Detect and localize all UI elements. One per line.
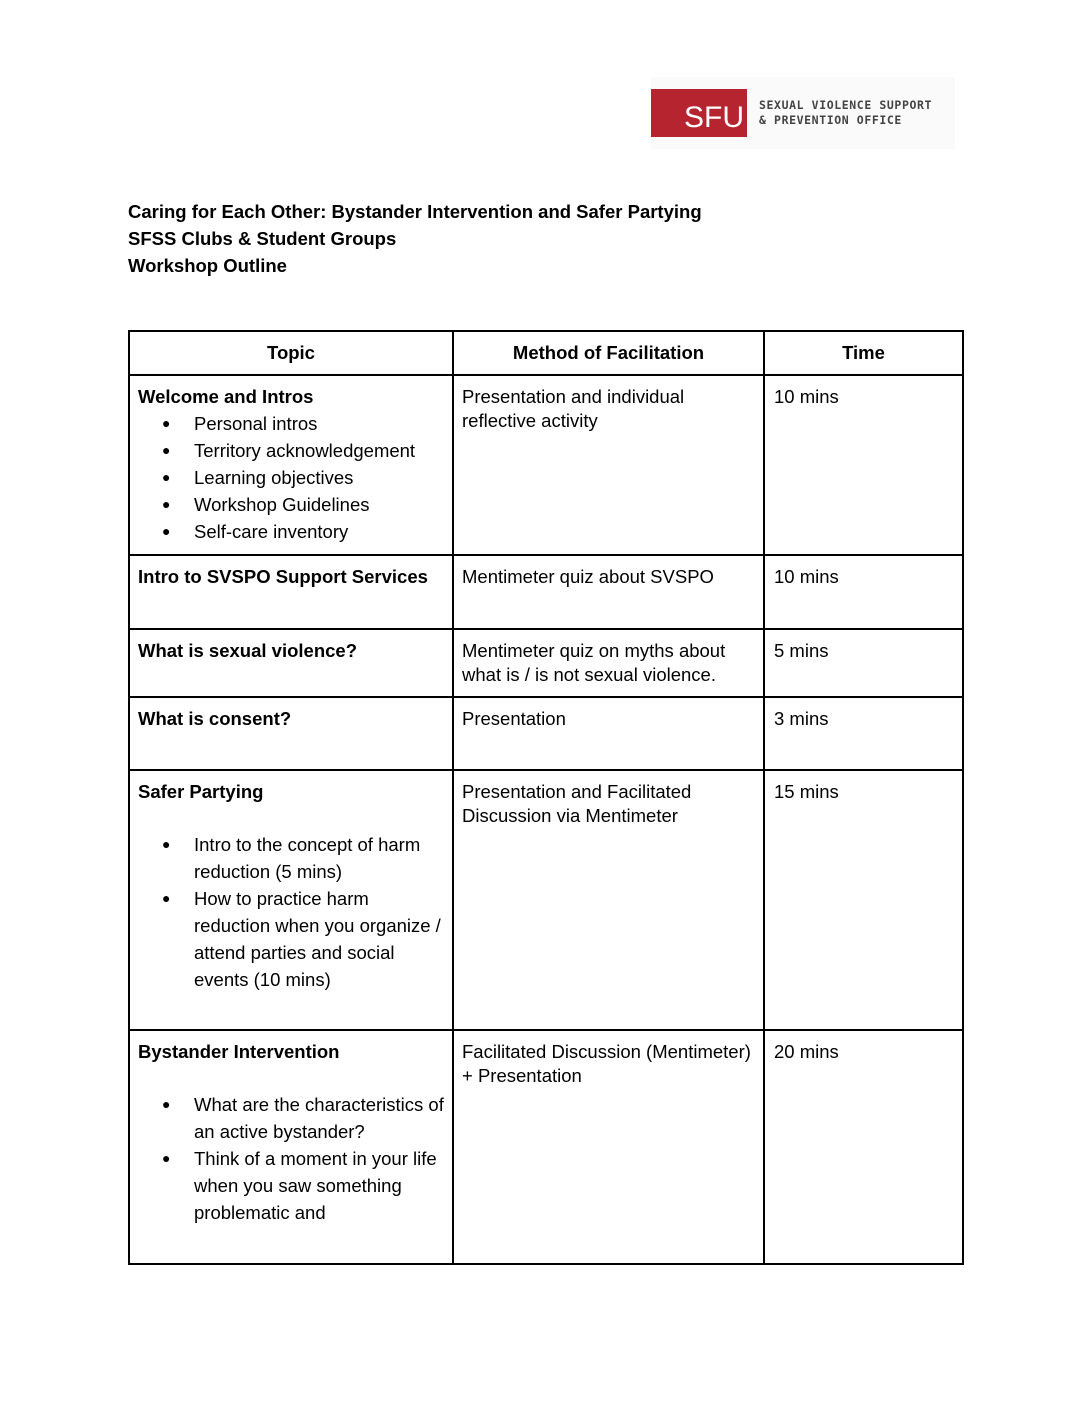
- topic-bullet-list: [138, 1091, 444, 1226]
- office-name-line2: & PREVENTION OFFICE: [759, 113, 902, 127]
- topic-title: Intro to SVSPO Support Services: [138, 566, 428, 587]
- time-cell: 10 mins: [764, 555, 963, 629]
- office-name-line1: SEXUAL VIOLENCE SUPPORT: [759, 98, 933, 112]
- method-cell: Presentation and Facilitated Discussion via Mentimeter: [453, 770, 764, 1030]
- table-row: [129, 697, 963, 770]
- sfu-logo-mark: SFU: [651, 89, 747, 137]
- list-item: ● Intro to the concept of harm reduction (5 mins): [194, 831, 444, 885]
- topic-bullet-list: [138, 410, 444, 545]
- topic-title: Safer Partying: [138, 781, 264, 802]
- document-subtitle: SFSS Clubs & Student Groups: [128, 228, 397, 249]
- topic-title: Welcome and Intros: [138, 386, 314, 407]
- sfu-svspo-logo: [651, 77, 955, 149]
- time-cell: 3 mins: [764, 697, 963, 770]
- topic-cell: [129, 555, 453, 629]
- time-cell: 15 mins: [764, 770, 963, 1030]
- column-header-method: Method of Facilitation: [453, 331, 764, 375]
- document-type: Workshop Outline: [128, 255, 287, 276]
- table-row: [129, 555, 963, 629]
- time-cell: 10 mins: [764, 375, 963, 555]
- topic-bullet-list: [138, 831, 444, 993]
- list-item: ● Self-care inventory: [194, 518, 444, 545]
- list-item: ● Personal intros: [194, 410, 444, 437]
- method-cell: Mentimeter quiz about SVSPO: [453, 555, 764, 629]
- list-item: ● What are the characteristics of an active bystander?: [194, 1091, 444, 1145]
- list-item: ● Territory acknowledgement: [194, 437, 444, 464]
- document-heading: [128, 198, 702, 279]
- method-cell: Mentimeter quiz on myths about what is / is not sexual violence.: [453, 629, 764, 697]
- table-row: [129, 1030, 963, 1264]
- topic-cell: [129, 697, 453, 770]
- table-header-row: [129, 331, 963, 375]
- table-row: [129, 770, 963, 1030]
- list-item: ● Think of a moment in your life when you saw something problematic and: [194, 1145, 444, 1226]
- topic-title: What is consent?: [138, 708, 292, 729]
- table-row: [129, 375, 963, 555]
- list-item: ● How to practice harm reduction when you organize / attend parties and social events (10 mins): [194, 885, 444, 993]
- column-header-topic: Topic: [129, 331, 453, 375]
- list-item: ● Workshop Guidelines: [194, 491, 444, 518]
- topic-cell: [129, 375, 453, 555]
- topic-title: Bystander Intervention: [138, 1041, 340, 1062]
- topic-cell: [129, 770, 453, 1030]
- topic-cell: [129, 629, 453, 697]
- workshop-outline-table: [128, 330, 964, 1265]
- method-cell: Presentation: [453, 697, 764, 770]
- method-cell: Facilitated Discussion (Mentimeter) + Presentation: [453, 1030, 764, 1264]
- time-cell: 20 mins: [764, 1030, 963, 1264]
- list-item: ● Learning objectives: [194, 464, 444, 491]
- method-cell: Presentation and individual reflective activity: [453, 375, 764, 555]
- column-header-time: Time: [764, 331, 963, 375]
- document-title: Caring for Each Other: Bystander Intervention and Safer Partying: [128, 201, 702, 222]
- table-row: [129, 629, 963, 697]
- topic-cell: [129, 1030, 453, 1264]
- time-cell: 5 mins: [764, 629, 963, 697]
- topic-title: What is sexual violence?: [138, 640, 357, 661]
- office-name: [759, 98, 932, 128]
